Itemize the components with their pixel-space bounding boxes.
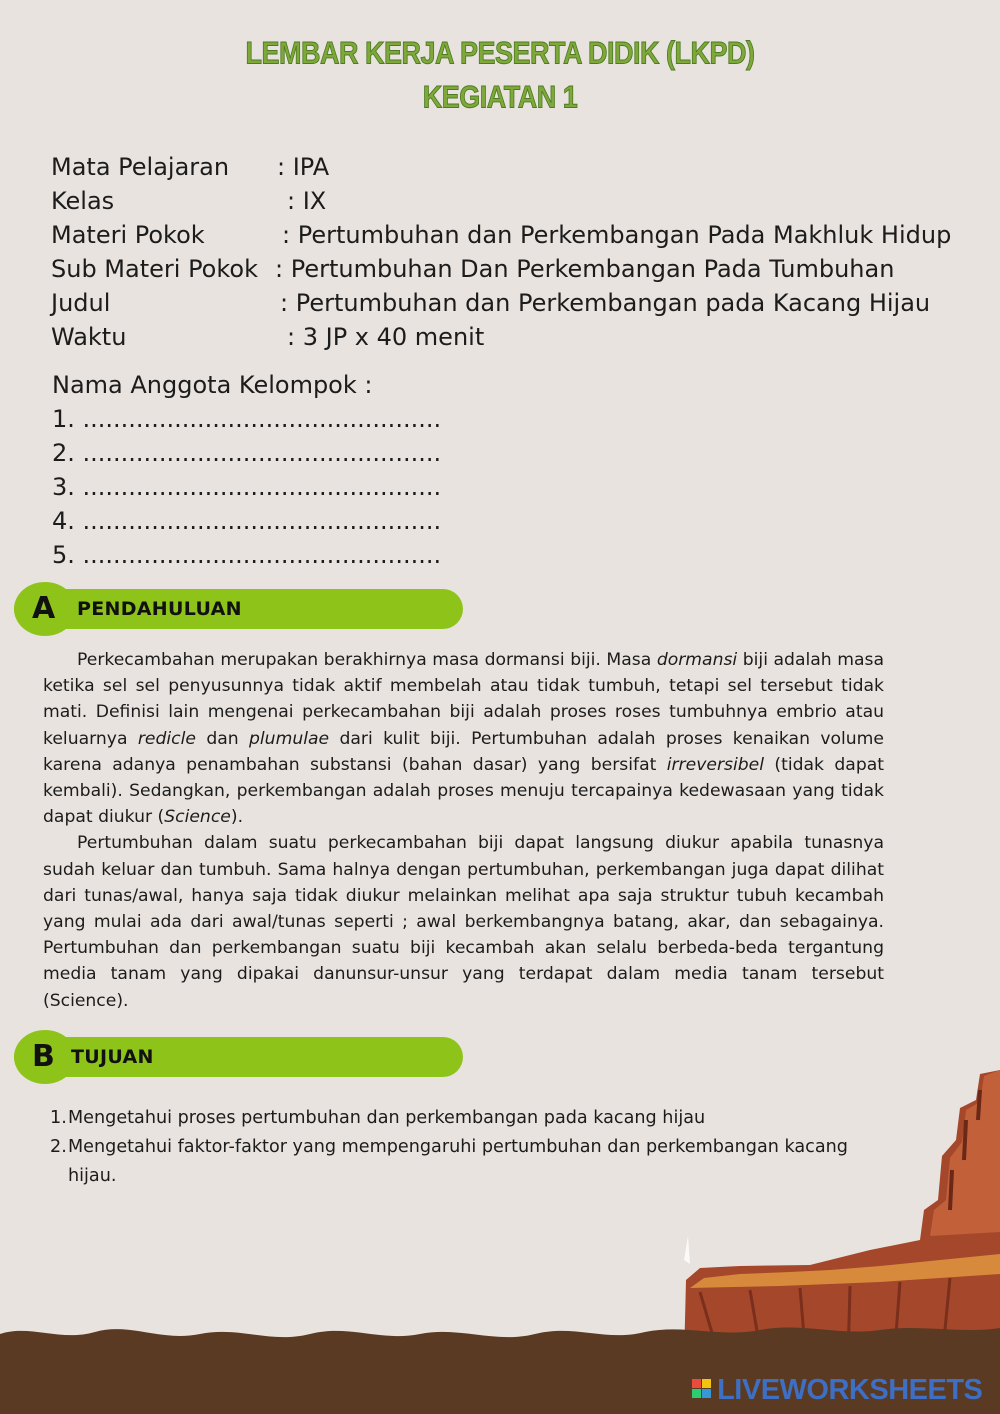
member-line-1[interactable]: 1. ............................................... xyxy=(52,405,442,433)
worksheet-title: LEMBAR KERJA PESERTA DIDIK (LKPD) xyxy=(245,35,755,71)
text-run: biji adalah masa ketika sel sel penyusunnya tidak aktif membelah atau tidak tumbuh, tetapi sel tersebut tidak mati. Definisi lain mengenai perkecambahan biji adalah proses roses tumbuhnya embrio atau keluarnya xyxy=(43,650,884,749)
member-line-5[interactable]: 5. ............................................... xyxy=(52,541,442,569)
info-label: Kelas xyxy=(51,187,115,215)
list-number: 1. xyxy=(50,1108,67,1128)
info-row-time xyxy=(51,320,485,354)
member-line-3[interactable]: 3. ............................................... xyxy=(52,473,442,501)
info-label: Sub Materi Pokok xyxy=(51,255,258,283)
info-value: : IX xyxy=(287,187,327,215)
italic-term: dormansi xyxy=(656,650,738,670)
italic-term: Science xyxy=(164,807,231,828)
section-b-banner xyxy=(14,1037,463,1077)
paragraph: Pertumbuhan dalam suatu perkecambahan biji dapat langsung diukur apabila tunasnya sudah keluar dan tumbuh. Sama halnya dengan pertumbuhan, perkembangan juga dapat dilihat dari tunas/awal, hanya saja tidak diukur melainkan melihat apa saja struktur tubuh kecambah yang mulai ada dari awal/tunas seperti ; awal berkembangnya batang, akar, dan sebagainya. Pertumbuhan dan perkembangan suatu biji kecambah akan selalu berbeda-beda tergantung media tanam yang dipakai danunsur-unsur yang terdapat dalam media tanam tersebut (Science). xyxy=(43,833,884,1011)
member-line-2[interactable]: 2. ............................................... xyxy=(52,439,442,467)
info-value: : IPA xyxy=(277,153,330,181)
info-value: : Pertumbuhan dan Perkembangan pada Kacang Hijau xyxy=(280,289,931,317)
brand-name: LIVEWORKSHEETS xyxy=(717,1374,983,1406)
info-value: : Pertumbuhan Dan Perkembangan Pada Tumbuhan xyxy=(275,255,895,283)
text-run: (tidak dapat kembali). Sedangkan, perkembangan adalah proses menuju tercapainya kedewasaan yang tidak dapat diukur ( xyxy=(43,754,884,828)
section-title: PENDAHULUAN xyxy=(77,598,242,620)
paragraph xyxy=(43,647,884,830)
section-letter: A xyxy=(32,591,56,626)
info-label: Materi Pokok xyxy=(51,221,205,249)
italic-term: plumulae xyxy=(249,728,330,749)
info-label: Mata Pelajaran xyxy=(51,153,230,181)
info-row-sub-topic xyxy=(51,252,895,286)
worksheet-subtitle: KEGIATAN 1 xyxy=(422,79,578,115)
info-row-subject xyxy=(51,150,330,184)
info-value: : 3 JP x 40 menit xyxy=(287,323,485,351)
section-a-banner xyxy=(14,589,463,629)
goal-text: Mengetahui faktor-faktor yang mempengaruhi pertumbuhan dan perkembangan kacang hijau. xyxy=(68,1137,848,1186)
info-row-main-topic xyxy=(51,218,952,252)
goal-text: Mengetahui proses pertumbuhan dan perkembangan pada kacang hijau xyxy=(68,1108,706,1128)
text-run: dan xyxy=(195,728,249,749)
italic-term: irreversibel xyxy=(666,754,765,775)
section-letter: B xyxy=(32,1039,55,1074)
info-table xyxy=(51,150,952,354)
text-run: ). xyxy=(230,807,244,828)
info-value: : Pertumbuhan dan Perkembangan Pada Makhluk Hidup xyxy=(282,221,952,249)
list-number: 2. xyxy=(50,1137,67,1157)
text-run: dari kulit biji. Pertumbuhan adalah proses kenaikan volume karena adanya penambahan substansi (bahan dasar) yang bersifat xyxy=(43,728,884,775)
section-title: TUJUAN xyxy=(71,1046,154,1068)
info-label: Judul xyxy=(51,289,111,317)
group-members xyxy=(52,368,441,572)
liveworksheets-logo-icon xyxy=(692,1379,712,1399)
text-run: Perkecambahan merupakan berakhirnya masa dormansi biji. Masa xyxy=(77,650,657,670)
info-row-class xyxy=(51,184,327,218)
italic-term: redicle xyxy=(137,728,196,749)
members-heading: Nama Anggota Kelompok : xyxy=(52,371,373,399)
info-label: Waktu xyxy=(51,323,127,351)
introduction-text xyxy=(43,647,884,1014)
info-row-title xyxy=(51,286,931,320)
cliff-illustration xyxy=(680,1060,1000,1360)
member-line-4[interactable]: 4. ............................................... xyxy=(52,507,442,535)
liveworksheets-brand[interactable] xyxy=(692,1374,982,1404)
